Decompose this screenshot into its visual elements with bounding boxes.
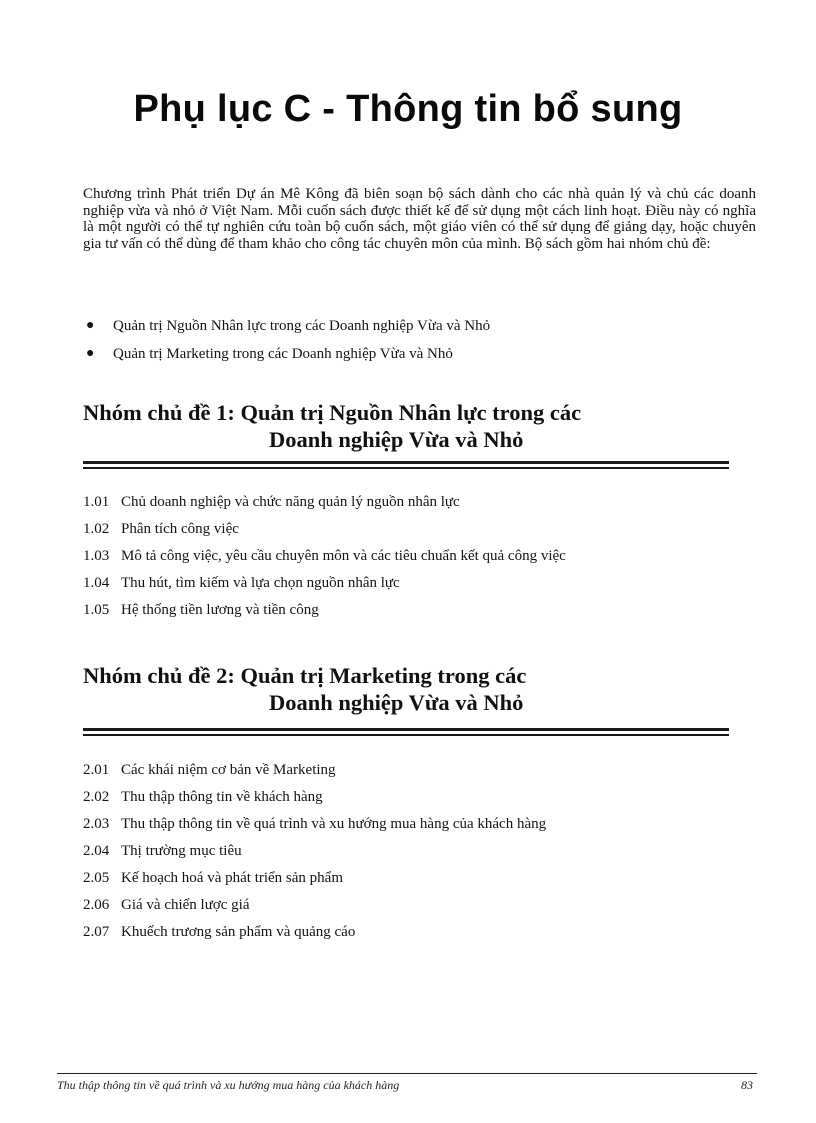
group2-heading-line1: Nhóm chủ đề 2: Quản trị Marketing trong các: [83, 663, 527, 688]
list-item: [83, 573, 756, 600]
item-title: Thu hút, tìm kiếm và lựa chọn nguồn nhân lực: [121, 575, 400, 591]
item-title: Thị trường mục tiêu: [121, 843, 242, 859]
item-number: 1.02: [83, 521, 110, 537]
group2-list: [83, 760, 756, 949]
item-title: Phân tích công việc: [121, 521, 239, 537]
item-title: Thu thập thông tin về khách hàng: [121, 789, 323, 805]
list-item: [83, 600, 756, 627]
group1-heading: [83, 399, 756, 453]
group2-heading-line2: Doanh nghiệp Vừa và Nhỏ: [269, 690, 524, 715]
list-item: [83, 841, 756, 868]
page-number: 83: [741, 1078, 753, 1092]
item-title: Các khái niệm cơ bản về Marketing: [121, 762, 336, 778]
item-number: 1.04: [83, 575, 110, 591]
item-title: Mô tả công việc, yêu cầu chuyên môn và các tiêu chuẩn kết quả công việc: [121, 548, 566, 564]
list-item: [83, 760, 756, 787]
bullet-icon: ●: [86, 346, 95, 361]
bullet-icon: ●: [86, 318, 95, 333]
group1-list: [83, 492, 756, 627]
list-item: [83, 922, 756, 949]
group1-divider: [83, 461, 729, 469]
bullet-item: [83, 344, 756, 372]
topic-bullet-list: [83, 316, 756, 372]
item-number: 2.05: [83, 870, 110, 886]
item-number: 2.04: [83, 843, 110, 859]
list-item: [83, 492, 756, 519]
item-number: 1.03: [83, 548, 110, 564]
list-item: [83, 519, 756, 546]
item-title: Khuếch trương sản phẩm và quảng cáo: [121, 924, 356, 940]
item-number: 1.05: [83, 602, 110, 618]
item-number: 2.02: [83, 789, 110, 805]
group1-heading-line1: Nhóm chủ đề 1: Quản trị Nguồn Nhân lực trong các: [83, 400, 582, 425]
item-title: Hệ thống tiền lương và tiền công: [121, 602, 319, 618]
item-title: Thu thập thông tin về quá trình và xu hướng mua hàng của khách hàng: [121, 816, 547, 832]
item-title: Chủ doanh nghiệp và chức năng quản lý nguồn nhân lực: [121, 494, 460, 510]
bullet-item: [83, 316, 756, 344]
bullet-text: Quản trị Nguồn Nhân lực trong các Doanh nghiệp Vừa và Nhỏ: [113, 318, 491, 334]
footer-divider: [57, 1073, 757, 1074]
list-item: [83, 814, 756, 841]
group2-heading: [83, 662, 756, 716]
item-number: 1.01: [83, 494, 110, 510]
item-title: Giá và chiến lược giá: [121, 897, 250, 913]
footer-running-title: Thu thập thông tin về quá trình và xu hướng mua hàng của khách hàng: [57, 1078, 400, 1092]
item-number: 2.06: [83, 897, 110, 913]
list-item: [83, 895, 756, 922]
page-title: Phụ lục C - Thông tin bổ sung: [133, 88, 683, 130]
item-title: Kế hoạch hoá và phát triển sản phẩm: [121, 870, 344, 886]
item-number: 2.07: [83, 924, 110, 940]
bullet-text: Quản trị Marketing trong các Doanh nghiệp Vừa và Nhỏ: [113, 346, 453, 362]
item-number: 2.03: [83, 816, 110, 832]
list-item: [83, 868, 756, 895]
list-item: [83, 787, 756, 814]
list-item: [83, 546, 756, 573]
intro-paragraph: Chương trình Phát triển Dự án Mê Kông đã biên soạn bộ sách dành cho các nhà quản lý và chủ các doanh nghiệp vừa và nhỏ ở Việt Nam. Mỗi cuốn sách được thiết kế để sử dụng một cách linh hoạt. Điều này có nghĩa là một người có thể tự nghiên cứu toàn bộ cuốn sách, một giáo viên có thể sử dụng để giảng dạy, hoặc chuyên gia tư vấn có thể dùng để tham khảo cho công tác chuyên môn của mình. Bộ sách gồm hai nhóm chủ đề:: [83, 186, 756, 252]
item-number: 2.01: [83, 762, 110, 778]
group1-heading-line2: Doanh nghiệp Vừa và Nhỏ: [269, 427, 524, 452]
group2-divider: [83, 728, 729, 736]
